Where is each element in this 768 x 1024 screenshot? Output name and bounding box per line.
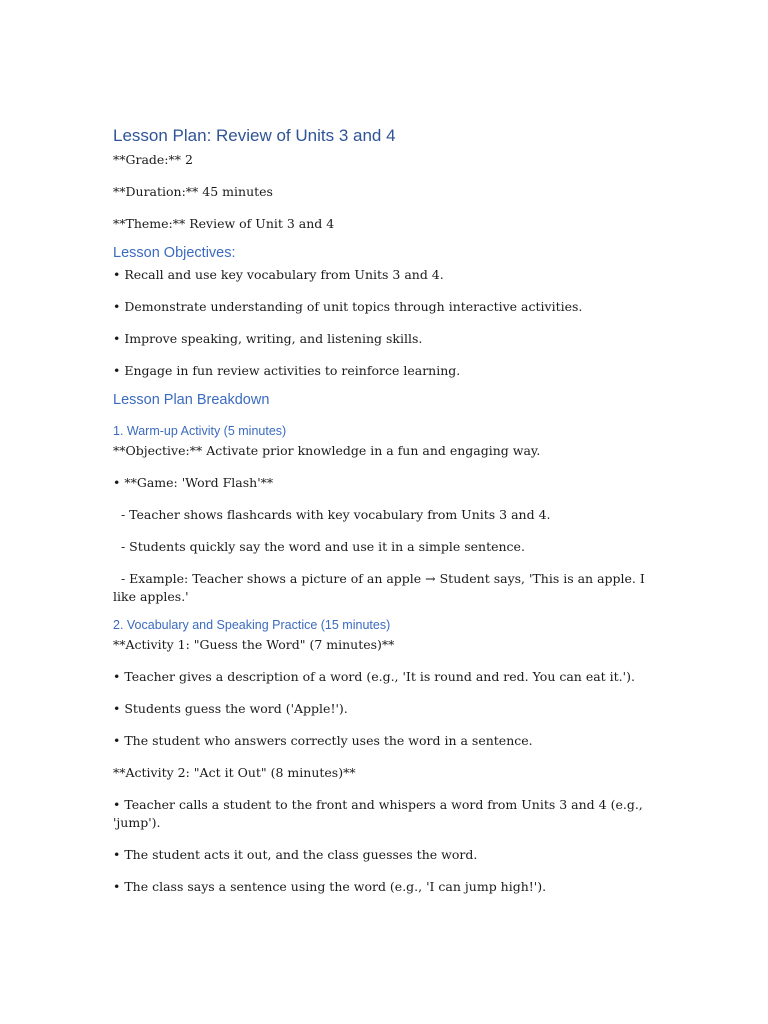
warmup-step: - Teacher shows flashcards with key vocabulary from Units 3 and 4. xyxy=(113,507,551,522)
duration-line: **Duration:** 45 minutes xyxy=(113,184,273,199)
activity1-item: • Students guess the word ('Apple!'). xyxy=(113,701,348,716)
activity2-item: • The student acts it out, and the class guesses the word. xyxy=(113,847,478,862)
objective-item: • Engage in fun review activities to reinforce learning. xyxy=(113,363,461,378)
objectives-heading: Lesson Objectives: xyxy=(113,245,236,261)
document-page xyxy=(113,126,653,910)
activity2-item: • The class says a sentence using the word (e.g., 'I can jump high!'). xyxy=(113,879,547,894)
objective-item: • Demonstrate understanding of unit topics through interactive activities. xyxy=(113,299,583,314)
activity2-title: **Activity 2: "Act it Out" (8 minutes)** xyxy=(113,765,356,780)
objective-item: • Recall and use key vocabulary from Units 3 and 4. xyxy=(113,267,444,282)
activity2-item: • Teacher calls a student to the front and whispers a word from Units 3 and 4 (e.g., 'jump'). xyxy=(113,797,647,830)
objective-item: • Improve speaking, writing, and listening skills. xyxy=(113,331,423,346)
warmup-game: • **Game: 'Word Flash'** xyxy=(113,475,274,490)
warmup-step: - Students quickly say the word and use it in a simple sentence. xyxy=(113,539,525,554)
activity1-item: • The student who answers correctly uses the word in a sentence. xyxy=(113,733,533,748)
breakdown-heading: Lesson Plan Breakdown xyxy=(113,392,270,408)
warmup-objective: **Objective:** Activate prior knowledge in a fun and engaging way. xyxy=(113,443,541,458)
theme-line: **Theme:** Review of Unit 3 and 4 xyxy=(113,216,335,231)
document-title: Lesson Plan: Review of Units 3 and 4 xyxy=(113,126,396,145)
warmup-step: - Example: Teacher shows a picture of an apple → Student says, 'This is an apple. I like apples.' xyxy=(113,571,649,604)
activity1-title: **Activity 1: "Guess the Word" (7 minutes)** xyxy=(113,637,395,652)
warmup-heading: 1. Warm-up Activity (5 minutes) xyxy=(113,424,287,438)
vocab-heading: 2. Vocabulary and Speaking Practice (15 minutes) xyxy=(113,618,391,632)
activity1-item: • Teacher gives a description of a word (e.g., 'It is round and red. You can eat it.'). xyxy=(113,669,635,684)
grade-line: **Grade:** 2 xyxy=(113,152,193,167)
